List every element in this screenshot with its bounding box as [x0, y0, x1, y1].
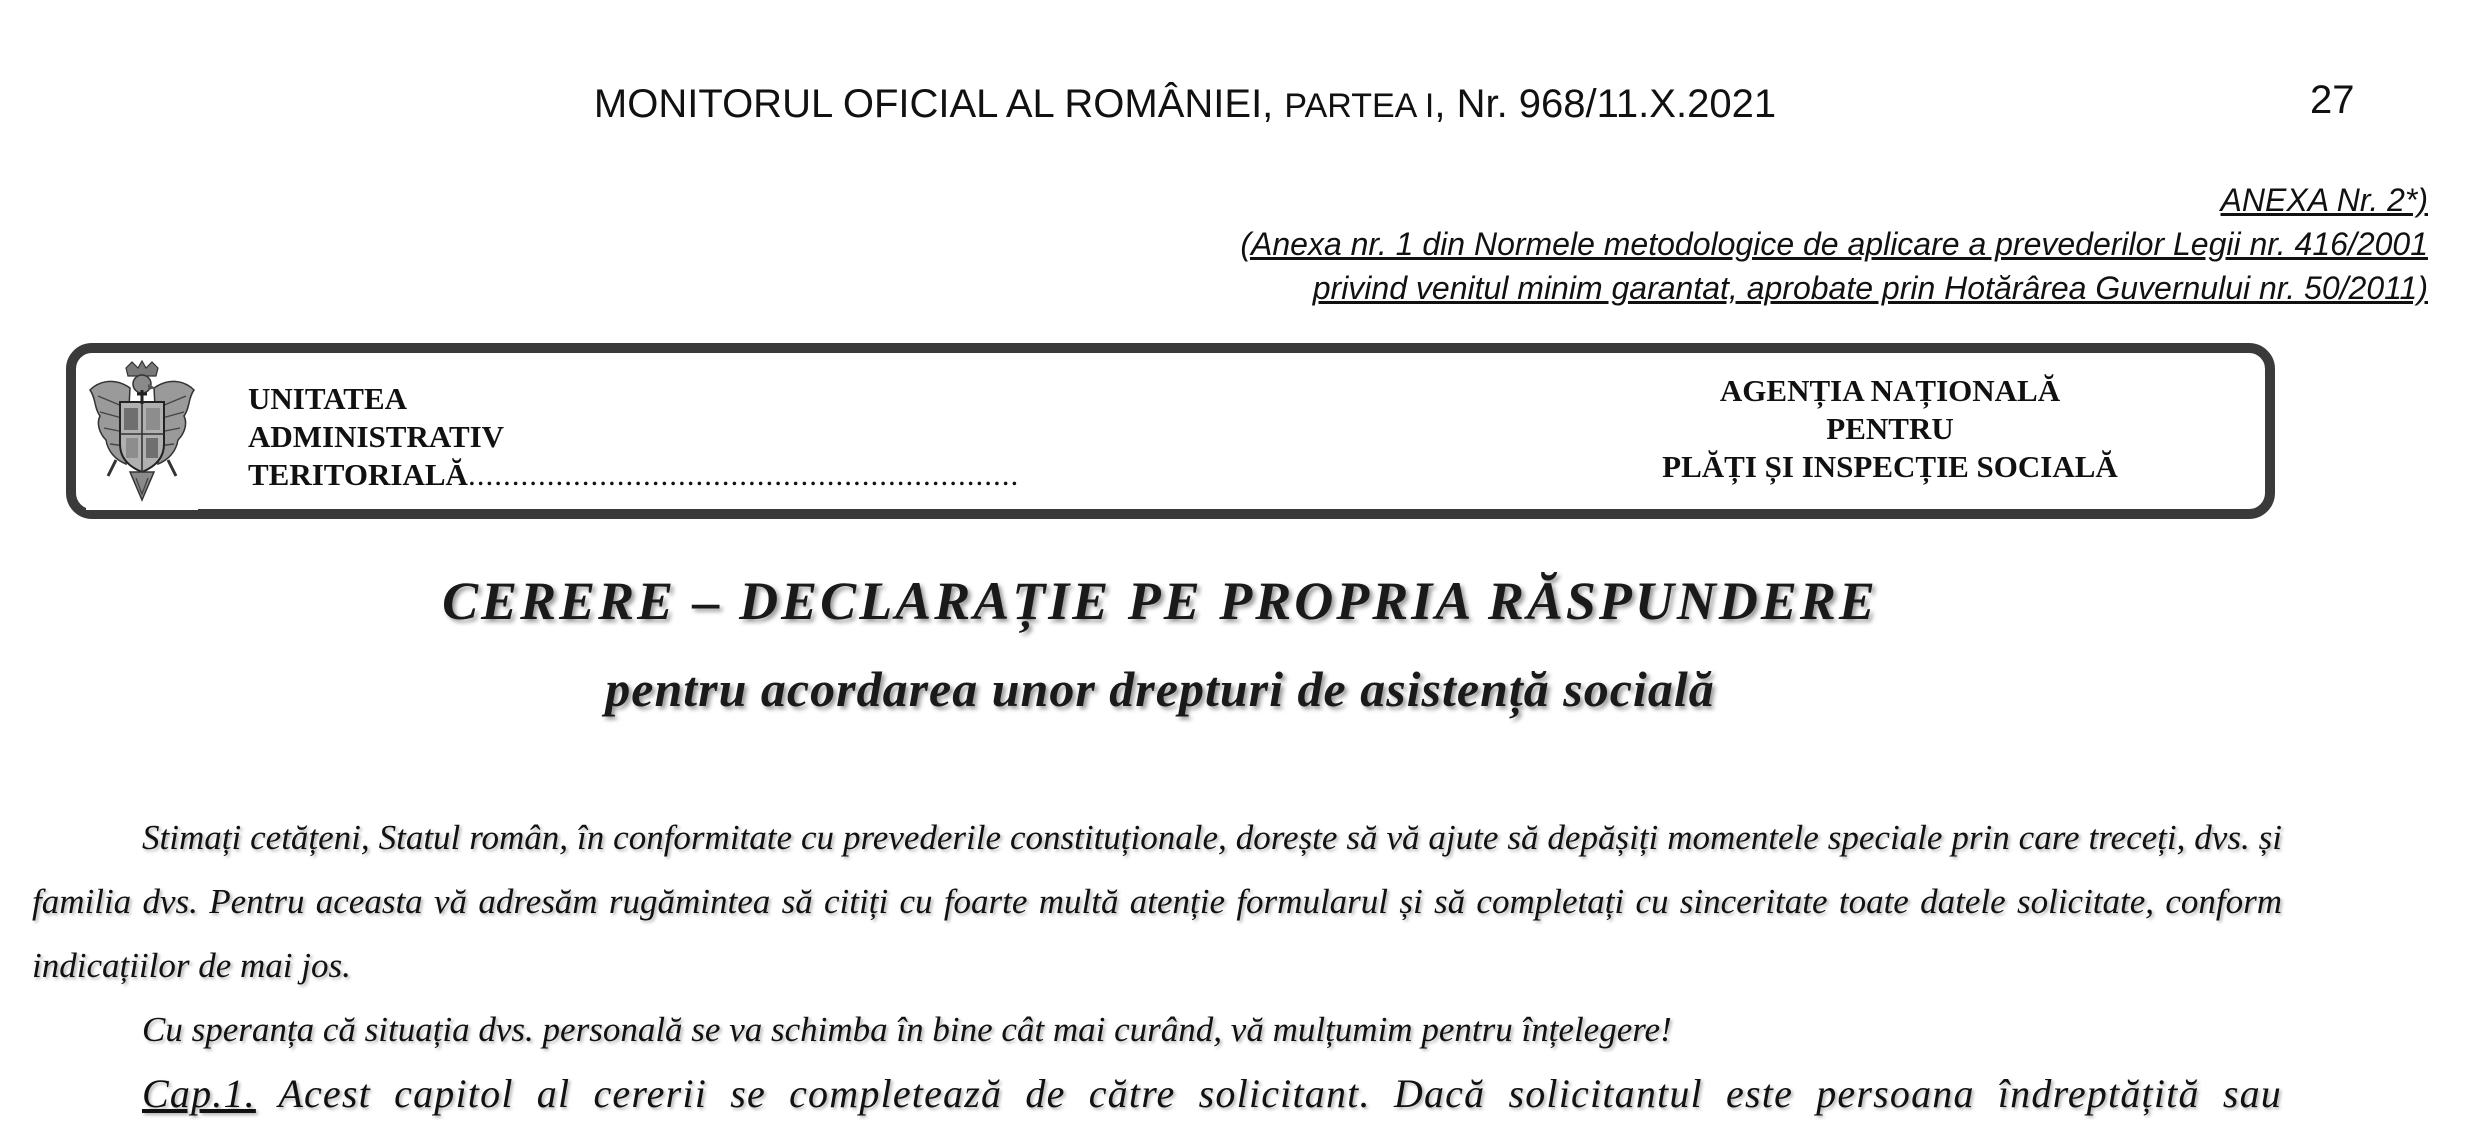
- uat-line-with-blank: [248, 456, 1019, 494]
- publication-issue: , Nr. 968/11.X.2021: [1434, 82, 1777, 126]
- romanian-coat-of-arms-icon: [86, 360, 198, 510]
- intro-paragraph: Cu speranța că situația dvs. personală se va schimba în bine cât mai curând, vă mulțumim pentru înțelegere!: [142, 1010, 1672, 1049]
- publication-part: PARTEA I: [1284, 87, 1435, 125]
- agency-line: AGENȚIA NAȚIONALĂ: [1719, 373, 2061, 408]
- intro-paragraph: Stimați cetățeni, Statul român, în conformitate cu prevederile constituționale, dorește să vă ajute să depășiți momentele speciale prin care treceți, dvs. și familia dvs. Pentru aceasta vă adresăm rugămintea să citiți cu foarte multă atenție formularul și să completați cu sinceritate toate datele solicitate, conform indicațiilor de mai jos.: [32, 818, 2282, 985]
- administrative-unit: [248, 380, 1019, 494]
- form-subtitle: pentru acordarea unor drepturi de asistență socială: [605, 661, 1715, 717]
- page-number: 27: [2310, 78, 2355, 122]
- uat-fill-in-blank: ...............................................................: [467, 457, 1020, 492]
- chapter-paragraph: [32, 1062, 2282, 1126]
- annex-source-line: privind venitul minim garantat, aprobate prin Hotărârea Guvernului nr. 50/2011): [1312, 270, 2428, 306]
- uat-line: ADMINISTRATIV: [248, 419, 505, 454]
- chapter-text: Acest capitol al cererii se completează de către solicitant. Dacă solicitantul este persoana îndreptățită sau: [255, 1071, 2282, 1116]
- form-introduction: [32, 806, 2282, 1126]
- running-header: [0, 82, 2370, 127]
- publication-title: MONITORUL OFICIAL AL ROMÂNIEI,: [593, 82, 1274, 126]
- annex-reference: [828, 178, 2428, 310]
- chapter-label: Cap.1.: [142, 1071, 256, 1116]
- annex-source-line: (Anexa nr. 1 din Normele metodologice de aplicare a prevederilor Legii nr. 416/2001: [1240, 226, 2428, 262]
- form-title: CERERE – DECLARAȚIE PE PROPRIA RĂSPUNDERE: [442, 571, 1878, 631]
- uat-line: UNITATEA: [248, 381, 408, 416]
- agency-name: [1560, 372, 2220, 486]
- annex-title: ANEXA Nr. 2*): [2220, 182, 2428, 218]
- uat-line: TERITORIALĂ: [248, 457, 468, 492]
- agency-line: PLĂȚI ȘI INSPECȚIE SOCIALĂ: [1662, 449, 2118, 484]
- agency-line: PENTRU: [1826, 411, 1954, 446]
